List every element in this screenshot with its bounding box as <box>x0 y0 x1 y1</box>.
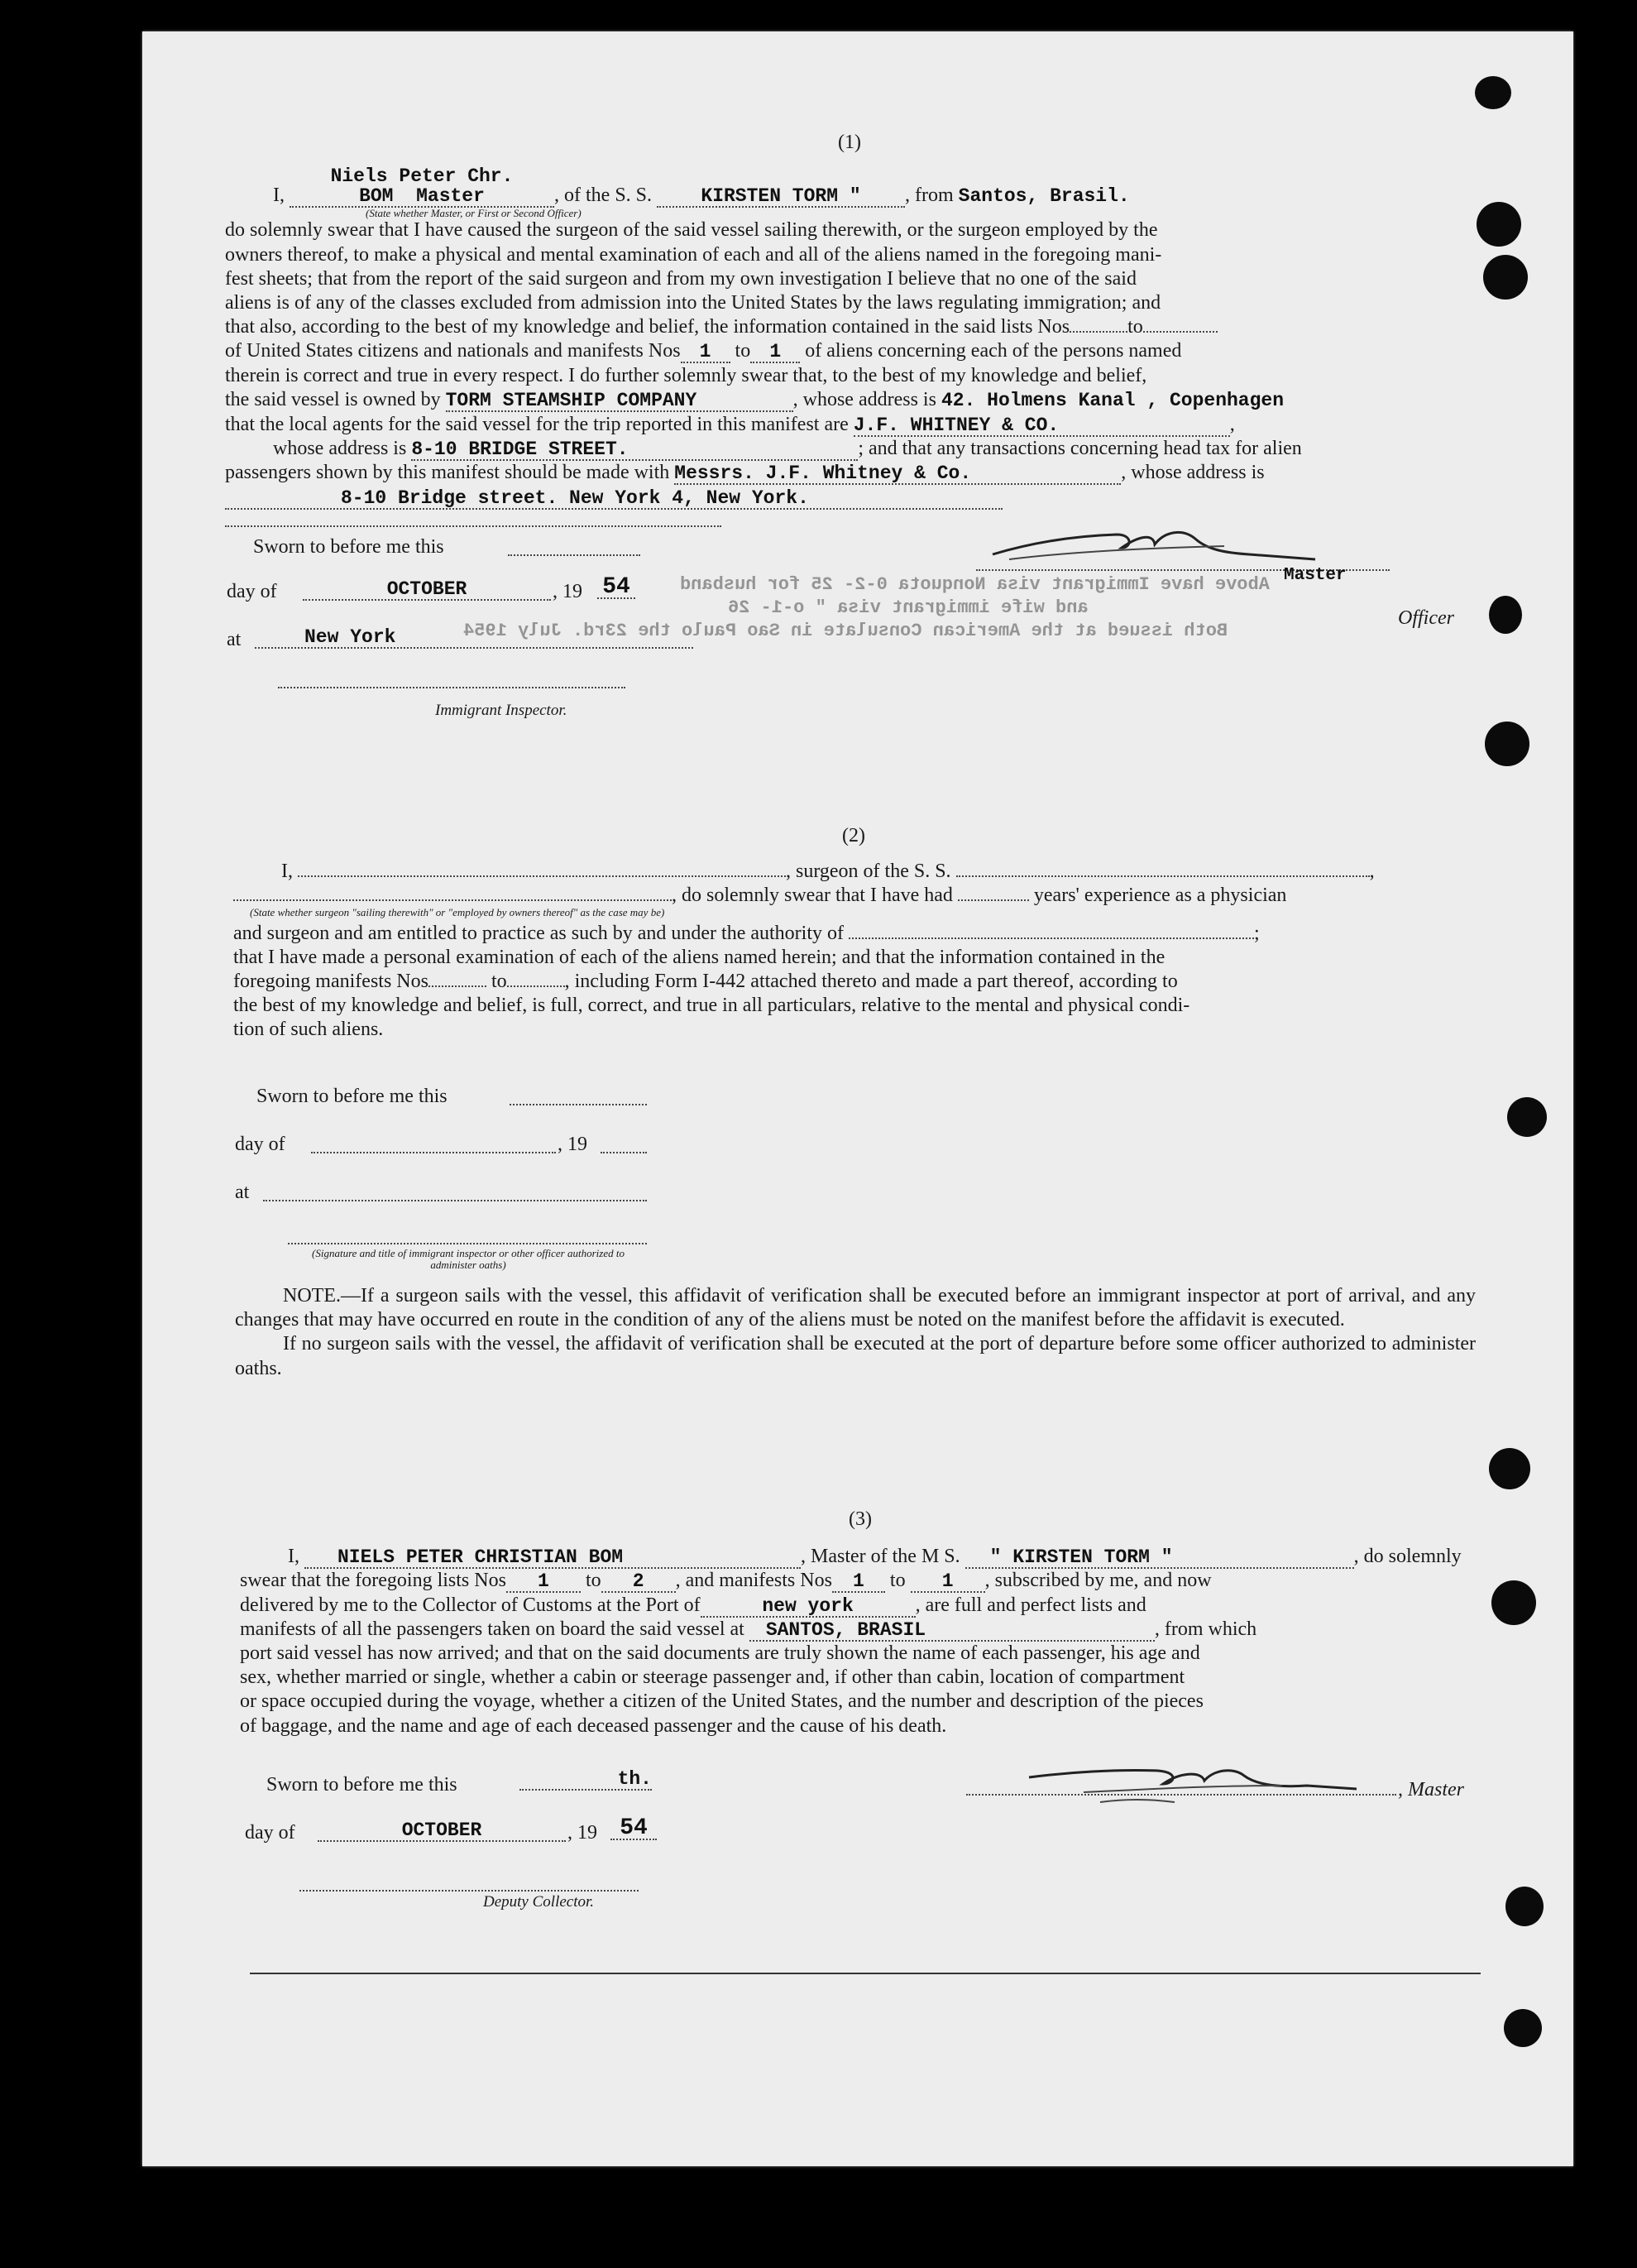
bleed-through-text: Both issued at the American Consulate in Sao Paulo the 23rd. July 1954 <box>463 621 1228 641</box>
sworn-label: Sworn to before me this <box>253 536 444 558</box>
to-label: to <box>585 1570 601 1592</box>
at-label: at <box>235 1182 250 1203</box>
i-label: I, <box>288 1546 299 1568</box>
body-line: that I have made a personal examination of each of the aliens named herein; and that the information contained in the <box>233 946 1166 968</box>
to-label: to <box>889 1570 906 1592</box>
head-tax-with-field[interactable]: Messrs. J.F. Whitney & Co. <box>674 463 1121 485</box>
officer-label: Officer <box>1398 607 1454 629</box>
surgeon-of-label: , surgeon of the S. S. <box>786 861 951 883</box>
surgeon-ship-field[interactable] <box>956 875 1370 877</box>
body-line: , do solemnly <box>1353 1546 1462 1568</box>
sworn-day-field[interactable] <box>510 1104 647 1105</box>
body-line: sex, whether married or single, whether a cabin or steerage passenger and, if other than cabin, location of compartment <box>240 1666 1185 1689</box>
sworn-day-field[interactable] <box>508 554 640 556</box>
body-line: the said vessel is owned by <box>225 388 441 410</box>
day-of-label: day of <box>235 1134 285 1155</box>
punch-hole <box>1489 596 1522 634</box>
at-label: at <box>227 629 242 650</box>
of-the-label: , of the <box>554 185 610 207</box>
surgeon-name-field[interactable] <box>298 875 786 877</box>
body-line: foregoing manifests Nos <box>233 971 428 993</box>
authority-field[interactable] <box>849 937 1254 939</box>
body-line: manifests of all the passengers taken on board the said vessel at <box>240 1618 744 1640</box>
note <box>235 1284 1476 1381</box>
body-line: that also, according to the best of my knowledge and belief, the information contained in the said lists Nos <box>225 316 1070 338</box>
year-prefix: , 19 <box>567 1822 597 1844</box>
lists-from-field[interactable] <box>1070 331 1127 333</box>
punch-hole <box>1504 2009 1542 2047</box>
i-label: I, <box>281 861 293 883</box>
body-line: , from which <box>1154 1618 1257 1640</box>
section-number: (2) <box>842 825 865 846</box>
punch-hole <box>1485 722 1529 766</box>
master-signature-line[interactable] <box>966 1794 1396 1796</box>
body-line: , are full and perfect lists and <box>915 1594 1146 1616</box>
body-line: , subscribed by me, and now <box>984 1570 1212 1592</box>
ship-name-field[interactable]: KIRSTEN TORM " <box>657 186 905 208</box>
master-name-field[interactable] <box>290 166 554 208</box>
from-label: , from <box>905 185 954 207</box>
signer-title: Master <box>1284 566 1347 585</box>
body-line: , and manifests Nos <box>675 1570 832 1592</box>
inspector-caption: Immigrant Inspector. <box>435 702 567 719</box>
punch-hole <box>1483 255 1528 300</box>
blank-line <box>225 525 721 527</box>
lists-to-field[interactable]: 2 <box>601 1571 676 1593</box>
ship-prefix: M S. <box>921 1546 960 1568</box>
master-signature <box>1017 1753 1365 1810</box>
body-line: of United States citizens and nationals and manifests Nos <box>225 340 681 362</box>
note-paragraph: If no surgeon sails with the vessel, the affidavit of verification shall be executed at the port of departure before some officer authorized to administer oaths. <box>235 1333 1476 1379</box>
lists-from-field[interactable]: 1 <box>506 1571 581 1593</box>
sworn-label: Sworn to before me this <box>256 1086 448 1107</box>
bleed-through-text: and wife immigrant visa " o-1- 26 <box>728 597 1089 618</box>
to-label: to <box>735 340 751 362</box>
place-field[interactable] <box>263 1200 647 1201</box>
master-label: , Master <box>1398 1779 1464 1800</box>
scan-border <box>0 2174 1637 2268</box>
body-line: years' experience as a physician <box>1033 885 1287 907</box>
surgeon-status-field[interactable] <box>233 899 672 901</box>
port-field[interactable]: new york <box>701 1596 916 1618</box>
manifests-to-field[interactable] <box>507 985 565 987</box>
body-line: and surgeon and am entitled to practice as such by and under the authority of <box>233 922 844 944</box>
affidavit-master-delivery <box>240 1508 1481 1738</box>
affidavit-surgeon: (2) I, , surgeon of the S. S. , , do solemnly swear that I have had years' experience as a physician (State whether surgeon "sailing therewith" or "employed by owners thereof" as the case may be) and surgeon and am entitled to practice as such by and under the authority of ; that I have made a personal examination of each of the aliens named herein; and that the information contained in the foregoing manifests Nos to , including Form I-442 attached thereto and made a part thereof, according to the best of my knowledge and belief, is full, correct, and true in all particulars, relative to the mental and physical condi- tion of such aliens. <box>233 824 1474 1043</box>
deputy-caption: Deputy Collector. <box>483 1893 595 1911</box>
owner-field[interactable]: TORM STEAMSHIP COMPANY <box>446 391 793 412</box>
from-port[interactable]: Santos, Brasil. <box>958 185 1130 208</box>
body-line: the best of my knowledge and belief, is full, correct, and true in all particulars, relative to the mental and physical condi- <box>233 995 1190 1017</box>
manifest-to-field[interactable]: 1 <box>750 342 800 363</box>
year-prefix: , 19 <box>553 581 582 602</box>
deputy-signature-line[interactable] <box>299 1890 639 1892</box>
body-line: , including Form I-442 attached thereto and made a part thereof, according to <box>564 971 1178 993</box>
boarding-port-field[interactable]: SANTOS, BRASIL <box>749 1620 1155 1642</box>
sworn-label: Sworn to before me this <box>266 1774 457 1796</box>
body-line: , whose address is <box>792 388 936 410</box>
body-line: owners thereof, to make a physical and mental examination of each and all of the aliens named in the foregoing mani- <box>225 243 1162 266</box>
body-line: therein is correct and true in every respect. I do further solemnly swear that, to the best of my knowledge and belief, <box>225 364 1147 386</box>
punch-hole <box>1507 1097 1547 1137</box>
master-name: Niels Peter Chr. BOM <box>330 165 514 208</box>
year-field[interactable]: 54 <box>610 1819 657 1840</box>
body-line: , whose address is <box>1121 462 1265 484</box>
master-name-field[interactable]: NIELS PETER CHRISTIAN BOM <box>304 1547 801 1569</box>
master-of-label: , Master of the <box>801 1546 917 1568</box>
body-line: delivered by me to the Collector of Customs at the Port of <box>240 1594 701 1616</box>
body-line: of aliens concerning each of the persons named <box>805 340 1182 362</box>
body-line: ; and that any transactions concerning head tax for alien <box>858 438 1302 460</box>
ship-prefix: S. S. <box>615 185 653 207</box>
agents-address-field[interactable]: 8-10 BRIDGE STREET. <box>411 439 858 461</box>
punch-hole <box>1489 1448 1530 1489</box>
master-signature <box>976 511 1323 569</box>
body-line: that the local agents for the said vessel for the trip reported in this manifest are <box>225 414 849 436</box>
to-label: to <box>1127 316 1143 338</box>
body-line: do solemnly swear that I have caused the surgeon of the said vessel sailing therewith, or the surgeon employed by the <box>225 219 1158 242</box>
signature-caption: (Signature and title of immigrant inspector or other officer authorized to administer oaths) <box>312 1247 625 1271</box>
place-field[interactable]: New York <box>255 627 693 649</box>
note-paragraph: NOTE.—If a surgeon sails with the vessel, this affidavit of verification shall be executed before an immigrant inspector at port of arrival, and any changes that may have occurred en route in the condition of any of the aliens must be noted on the manifest before the affidavit is executed. <box>235 1285 1476 1331</box>
sworn-day-field[interactable]: th. <box>519 1769 652 1791</box>
day-of-label: day of <box>227 581 277 602</box>
year-prefix: , 19 <box>558 1134 587 1155</box>
body-line: swear that the foregoing lists Nos <box>240 1570 506 1592</box>
manifests-from-field[interactable]: 1 <box>832 1571 885 1593</box>
body-line: tion of such aliens. <box>233 1019 384 1041</box>
agents-field[interactable]: J.F. WHITNEY & CO. <box>854 415 1230 437</box>
punch-hole <box>1505 1887 1544 1926</box>
state-caption: (State whether Master, or First or Second Officer) <box>366 207 582 220</box>
bottom-rule <box>250 1973 1481 1974</box>
body-line: whose address is <box>273 438 407 460</box>
officer-signature-line[interactable] <box>288 1243 647 1244</box>
month-field[interactable]: OCTOBER <box>303 579 551 601</box>
manifests-to-field[interactable]: 1 <box>911 1571 985 1593</box>
manifests-from-field[interactable] <box>428 985 486 987</box>
section-number: (1) <box>838 132 861 153</box>
body-line: fest sheets; that from the report of the said surgeon and from my own investigation I believe that no one of the said <box>225 267 1137 290</box>
state-caption: (State whether surgeon "sailing therewith" or "employed by owners thereof" as the case may be) <box>250 905 665 918</box>
body-line: of baggage, and the name and age of each deceased passenger and the cause of his death. <box>240 1714 947 1737</box>
punch-hole <box>1477 202 1521 247</box>
body-line: or space occupied during the voyage, whether a citizen of the United States, and the number and description of the pieces <box>240 1690 1204 1713</box>
body-line: aliens is of any of the classes excluded from admission into the United States by the laws regulating immigration; and <box>225 292 1161 314</box>
day-of-label: day of <box>245 1822 295 1844</box>
year-field[interactable] <box>601 1152 647 1153</box>
inspector-signature-line[interactable] <box>278 687 625 688</box>
punch-hole <box>1475 76 1511 109</box>
owner-address-field[interactable]: 42. Holmens Kanal , Copenhagen <box>941 389 1285 411</box>
month-field[interactable]: OCTOBER <box>318 1820 566 1842</box>
lists-to-field[interactable] <box>1143 331 1218 333</box>
punch-hole <box>1491 1580 1536 1625</box>
body-line: , do solemnly swear that I have had <box>672 885 953 907</box>
i-label: I, <box>273 185 285 207</box>
ship-name-field[interactable]: " KIRSTEN TORM " <box>965 1547 1354 1569</box>
manifest-from-field[interactable]: 1 <box>681 342 730 363</box>
years-field[interactable] <box>958 899 1029 901</box>
body-line: port said vessel has now arrived; and that on the said documents are truly shown the name of each passenger, his age and <box>240 1642 1200 1665</box>
head-tax-address-field[interactable]: 8-10 Bridge street. New York 4, New York. <box>225 488 1003 510</box>
affidavit-master: (1) I, Niels Peter Chr. BOM Master , of the S. S. KIRSTEN TORM " , from Santos, Brasil. (State whether Master, or First or Second Officer) do solemnly swear that I have caused the surgeon of the said vessel sailing therewith, or the surgeon employed by the owners thereof, to make a physical and mental examination of each and all of the aliens named in the foregoing mani- fest sheets; that from the report of the said surgeon and from my own investigation I believe that no one of the said aliens is of any of the classes excluded from admission into the United States by the laws regulating immigration; and that also, according to the best of my knowledge and belief, the information contained in the said lists Nos to of United States citizens and nationals and manifests Nos 1 to 1 of aliens concerning each of the persons named therein is correct and true in every respect. I do further solemnly swear that, to the best of my knowledge and belief, the said vessel is owned by TORM STEAMSHIP COMPANY , whose address is 42. Holmens Kanal , Copenhagen that the local agents for the said vessel for the trip reported in this manifest are J.F. WHITNEY & CO. , whose address is 8-10 BRIDGE STREET. ; and that any transactions concerning head tax for alien passengers shown by this manifest should be made with Messrs. J.F. Whitney & Co. , whose address is 8-10 Bridge street. New York 4, New York. <box>225 131 1474 534</box>
to-label: to <box>491 971 507 993</box>
bleed-through-text: Above have Immigrant visa Nonquota 0-2- 25 for husband <box>680 574 1270 595</box>
body-line: passengers shown by this manifest should be made with <box>225 462 670 484</box>
master-title: Master <box>416 185 485 208</box>
month-field[interactable] <box>311 1152 556 1153</box>
section-number: (3) <box>849 1508 872 1530</box>
year-field[interactable]: 54 <box>597 578 635 599</box>
